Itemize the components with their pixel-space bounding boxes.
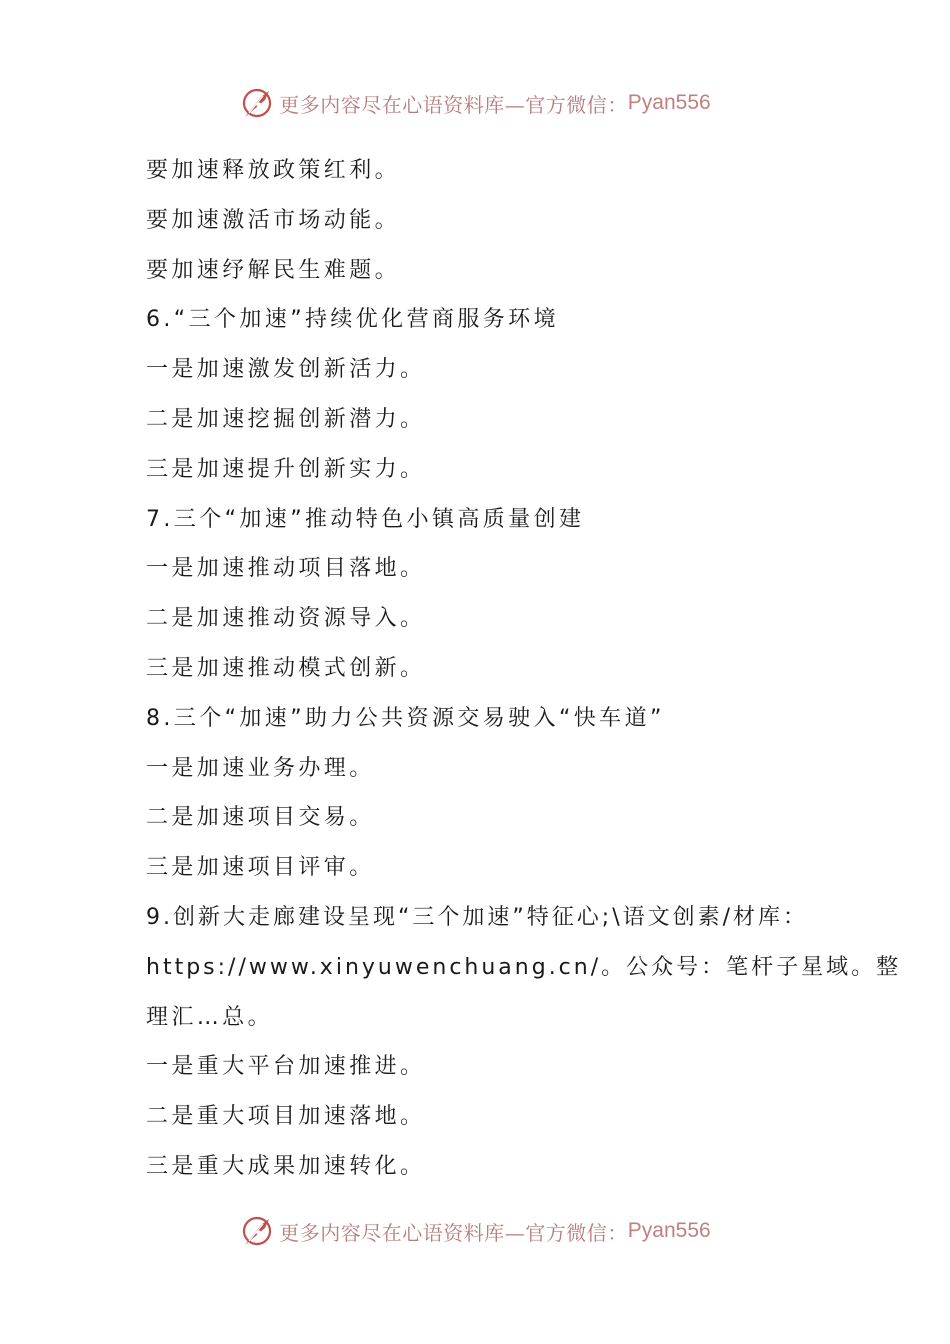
- footer-watermark-banner: [0, 1209, 950, 1253]
- quill-pen-logo-icon: [239, 1213, 275, 1249]
- quill-pen-logo-icon: [239, 85, 275, 121]
- text-line: 一是重大平台加速推进。: [146, 1054, 426, 1080]
- text-line: 一是加速业务办理。: [146, 755, 375, 781]
- text-line-with-url: https://www.xinyuwenchuang.cn/。公众号：笔杆子星域。整: [146, 954, 902, 980]
- text-line: 一是加速推动项目落地。: [146, 556, 426, 582]
- banner-text: 更多内容尽在心语资料库—官方微信：: [279, 92, 628, 117]
- text-line: 要加速激活市场动能。: [146, 207, 401, 233]
- section-heading: 9.创新大走廊建设呈现“三个加速”特征心;\语文创素/材库：: [146, 904, 809, 930]
- section-heading: 8.三个“加速”助力公共资源交易驶入“快车道”: [146, 705, 665, 731]
- text-line: 三是加速推动模式创新。: [146, 655, 426, 681]
- document-body: [146, 146, 902, 1192]
- banner-wechat-id: Pyan556: [627, 91, 711, 114]
- text-line: 三是加速项目评审。: [146, 855, 375, 881]
- text-line: 三是加速提升创新实力。: [146, 456, 426, 482]
- text-line: 一是加速激发创新活力。: [146, 357, 426, 383]
- text-line: 要加速纾解民生难题。: [146, 257, 401, 283]
- header-watermark-banner: [0, 81, 950, 125]
- text-line: 二是加速挖掘创新潜力。: [146, 406, 426, 432]
- section-heading: 7.三个“加速”推动特色小镇高质量创建: [146, 506, 585, 532]
- text-line: 二是加速项目交易。: [146, 805, 375, 831]
- banner-text: 更多内容尽在心语资料库—官方微信：: [279, 1220, 628, 1245]
- text-line: 二是重大项目加速落地。: [146, 1104, 426, 1130]
- text-line: 三是重大成果加速转化。: [146, 1153, 426, 1179]
- text-line: 二是加速推动资源导入。: [146, 606, 426, 632]
- banner-wechat-id: Pyan556: [627, 1219, 711, 1242]
- text-line: 理汇…总。: [146, 1004, 274, 1030]
- section-heading: 6.“三个加速”持续优化营商服务环境: [146, 307, 559, 333]
- text-line: 要加速释放政策红利。: [146, 158, 401, 183]
